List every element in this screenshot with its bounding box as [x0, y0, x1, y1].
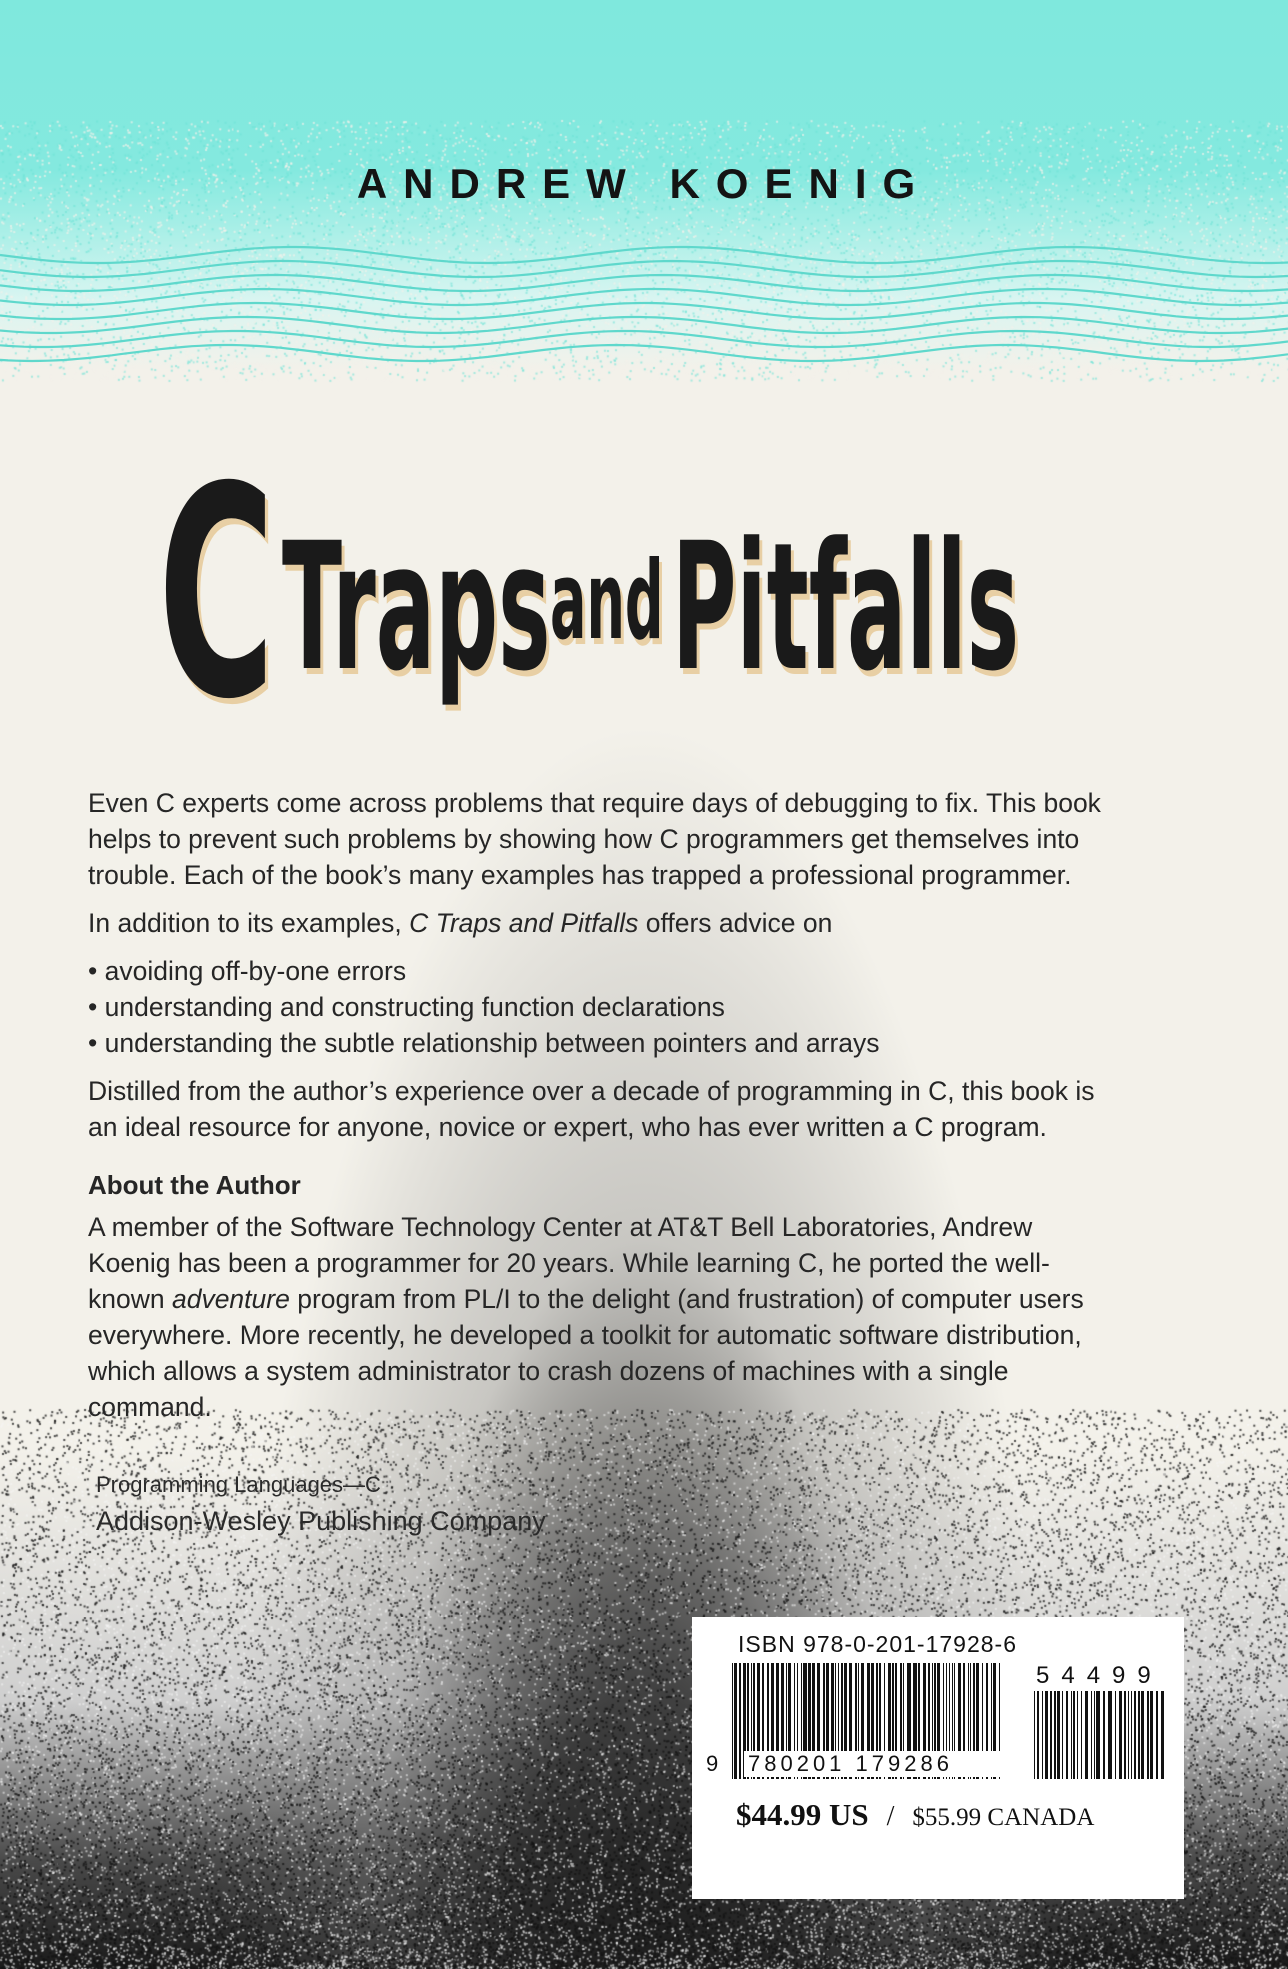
isbn-label: ISBN 978-0-201-17928-6 [738, 1631, 1017, 1657]
description-section [88, 785, 1103, 1437]
barcode-bar [1108, 1691, 1112, 1779]
barcode-bar [1096, 1691, 1100, 1779]
barcode-bar [1141, 1691, 1144, 1779]
barcode-bar [1138, 1691, 1140, 1779]
barcode-bar [1054, 1691, 1056, 1779]
barcode-bar [1085, 1691, 1088, 1779]
barcode-bar [1034, 1691, 1035, 1779]
about-author-text [88, 1209, 1103, 1425]
price-canada: $55.99 CANADA [912, 1804, 1095, 1831]
wave-line [0, 345, 1288, 361]
barcode-bar [732, 1663, 733, 1779]
publisher-name: Addison-Wesley Publishing Company [96, 1506, 546, 1536]
about-text-part-b: program from PL/I to the delight (and frustration) of computer users everywhere. More recently, he developed a toolkit for automatic software distribution, which allows a system administrator to crash dozens of machines with a single command. [88, 1284, 1084, 1422]
title-word-traps: Traps [282, 505, 551, 710]
barcode-bar [1115, 1691, 1116, 1779]
barcode-bar [1073, 1691, 1075, 1779]
paragraph-2-prefix: In addition to its examples, [88, 908, 410, 938]
advice-list [88, 953, 1103, 1061]
wave-lines-decoration [0, 245, 1288, 385]
barcode-bar [1128, 1691, 1129, 1779]
wave-line [0, 247, 1288, 263]
title-word-and: and [550, 539, 664, 664]
price-separator: / [886, 1801, 895, 1832]
barcode-bar [1081, 1691, 1082, 1779]
barcode-bar [1037, 1691, 1039, 1779]
barcode-bar [1156, 1691, 1158, 1779]
advice-item: • understanding and constructing function declarations [88, 989, 1103, 1025]
barcode-bar [1077, 1691, 1078, 1779]
barcode-bar [1150, 1691, 1153, 1779]
barcode-bar [1071, 1691, 1072, 1779]
barcode-bar [1103, 1691, 1105, 1779]
book-title [0, 426, 1288, 763]
barcode-bar [1094, 1691, 1095, 1779]
paragraph-2-book-title: C Traps and Pitfalls [409, 908, 639, 938]
barcode-bar [1119, 1691, 1122, 1779]
barcode-bar [1066, 1691, 1068, 1779]
subject-category: Programming Languages—C [96, 1472, 381, 1497]
barcode-bar [1045, 1691, 1048, 1779]
description-paragraph-3: Distilled from the author’s experience over a decade of programming in C, this book is an ideal resource for anyone, novice or expert, who has ever written a C program. [88, 1076, 1095, 1142]
price-addon-barcode [1032, 1691, 1166, 1779]
paragraph-2-suffix: offers advice on [638, 908, 833, 938]
barcode-bar [1134, 1691, 1136, 1779]
title-letter-c: C [158, 426, 276, 763]
about-text-part-a: A member of the Software Technology Center at AT&T Bell Laboratories, Andrew Koenig has been a programmer for 20 years. While learning C, he ported the well-known [88, 1212, 1050, 1314]
barcode-bar [734, 1663, 737, 1779]
description-paragraph-1: Even C experts come across problems that require days of debugging to fix. This book helps to prevent such problems by showing how C programmers get themselves into trouble. Each of the book’s many examples has trapped a professional programmer. [88, 788, 1101, 890]
barcode-remaining-digits: 780201 179286 [744, 1751, 1028, 1777]
barcode-bar [1124, 1691, 1126, 1779]
about-text-italic: adventure [171, 1284, 290, 1314]
barcode-bar [1042, 1691, 1043, 1779]
barcode-bar [1147, 1691, 1149, 1779]
description-paragraph-2 [88, 905, 1103, 941]
barcode-bar [1057, 1691, 1060, 1779]
barcode-bar [1062, 1691, 1063, 1779]
barcode-first-digit: 9 [706, 1751, 723, 1776]
barcode-bar [739, 1663, 741, 1779]
barcode-bar [1050, 1691, 1052, 1779]
advice-item: • avoiding off-by-one errors [88, 953, 1103, 989]
barcode-bar [1131, 1691, 1132, 1779]
barcode-panel [692, 1617, 1184, 1899]
barcode-bar [1091, 1691, 1092, 1779]
advice-item: • understanding the subtle relationship between pointers and arrays [88, 1025, 1103, 1061]
wave-line [0, 331, 1288, 347]
price-line [736, 1797, 1094, 1833]
publisher-info [96, 1472, 546, 1537]
title-word-pitfalls: Pitfalls [672, 505, 1020, 710]
price-us: $44.99 US [736, 1797, 869, 1832]
price-addon-digits: 54499 [1036, 1662, 1163, 1689]
about-author-heading: About the Author [88, 1170, 301, 1200]
barcode-bar [1161, 1691, 1164, 1779]
author-name: ANDREW KOENIG [356, 160, 932, 207]
